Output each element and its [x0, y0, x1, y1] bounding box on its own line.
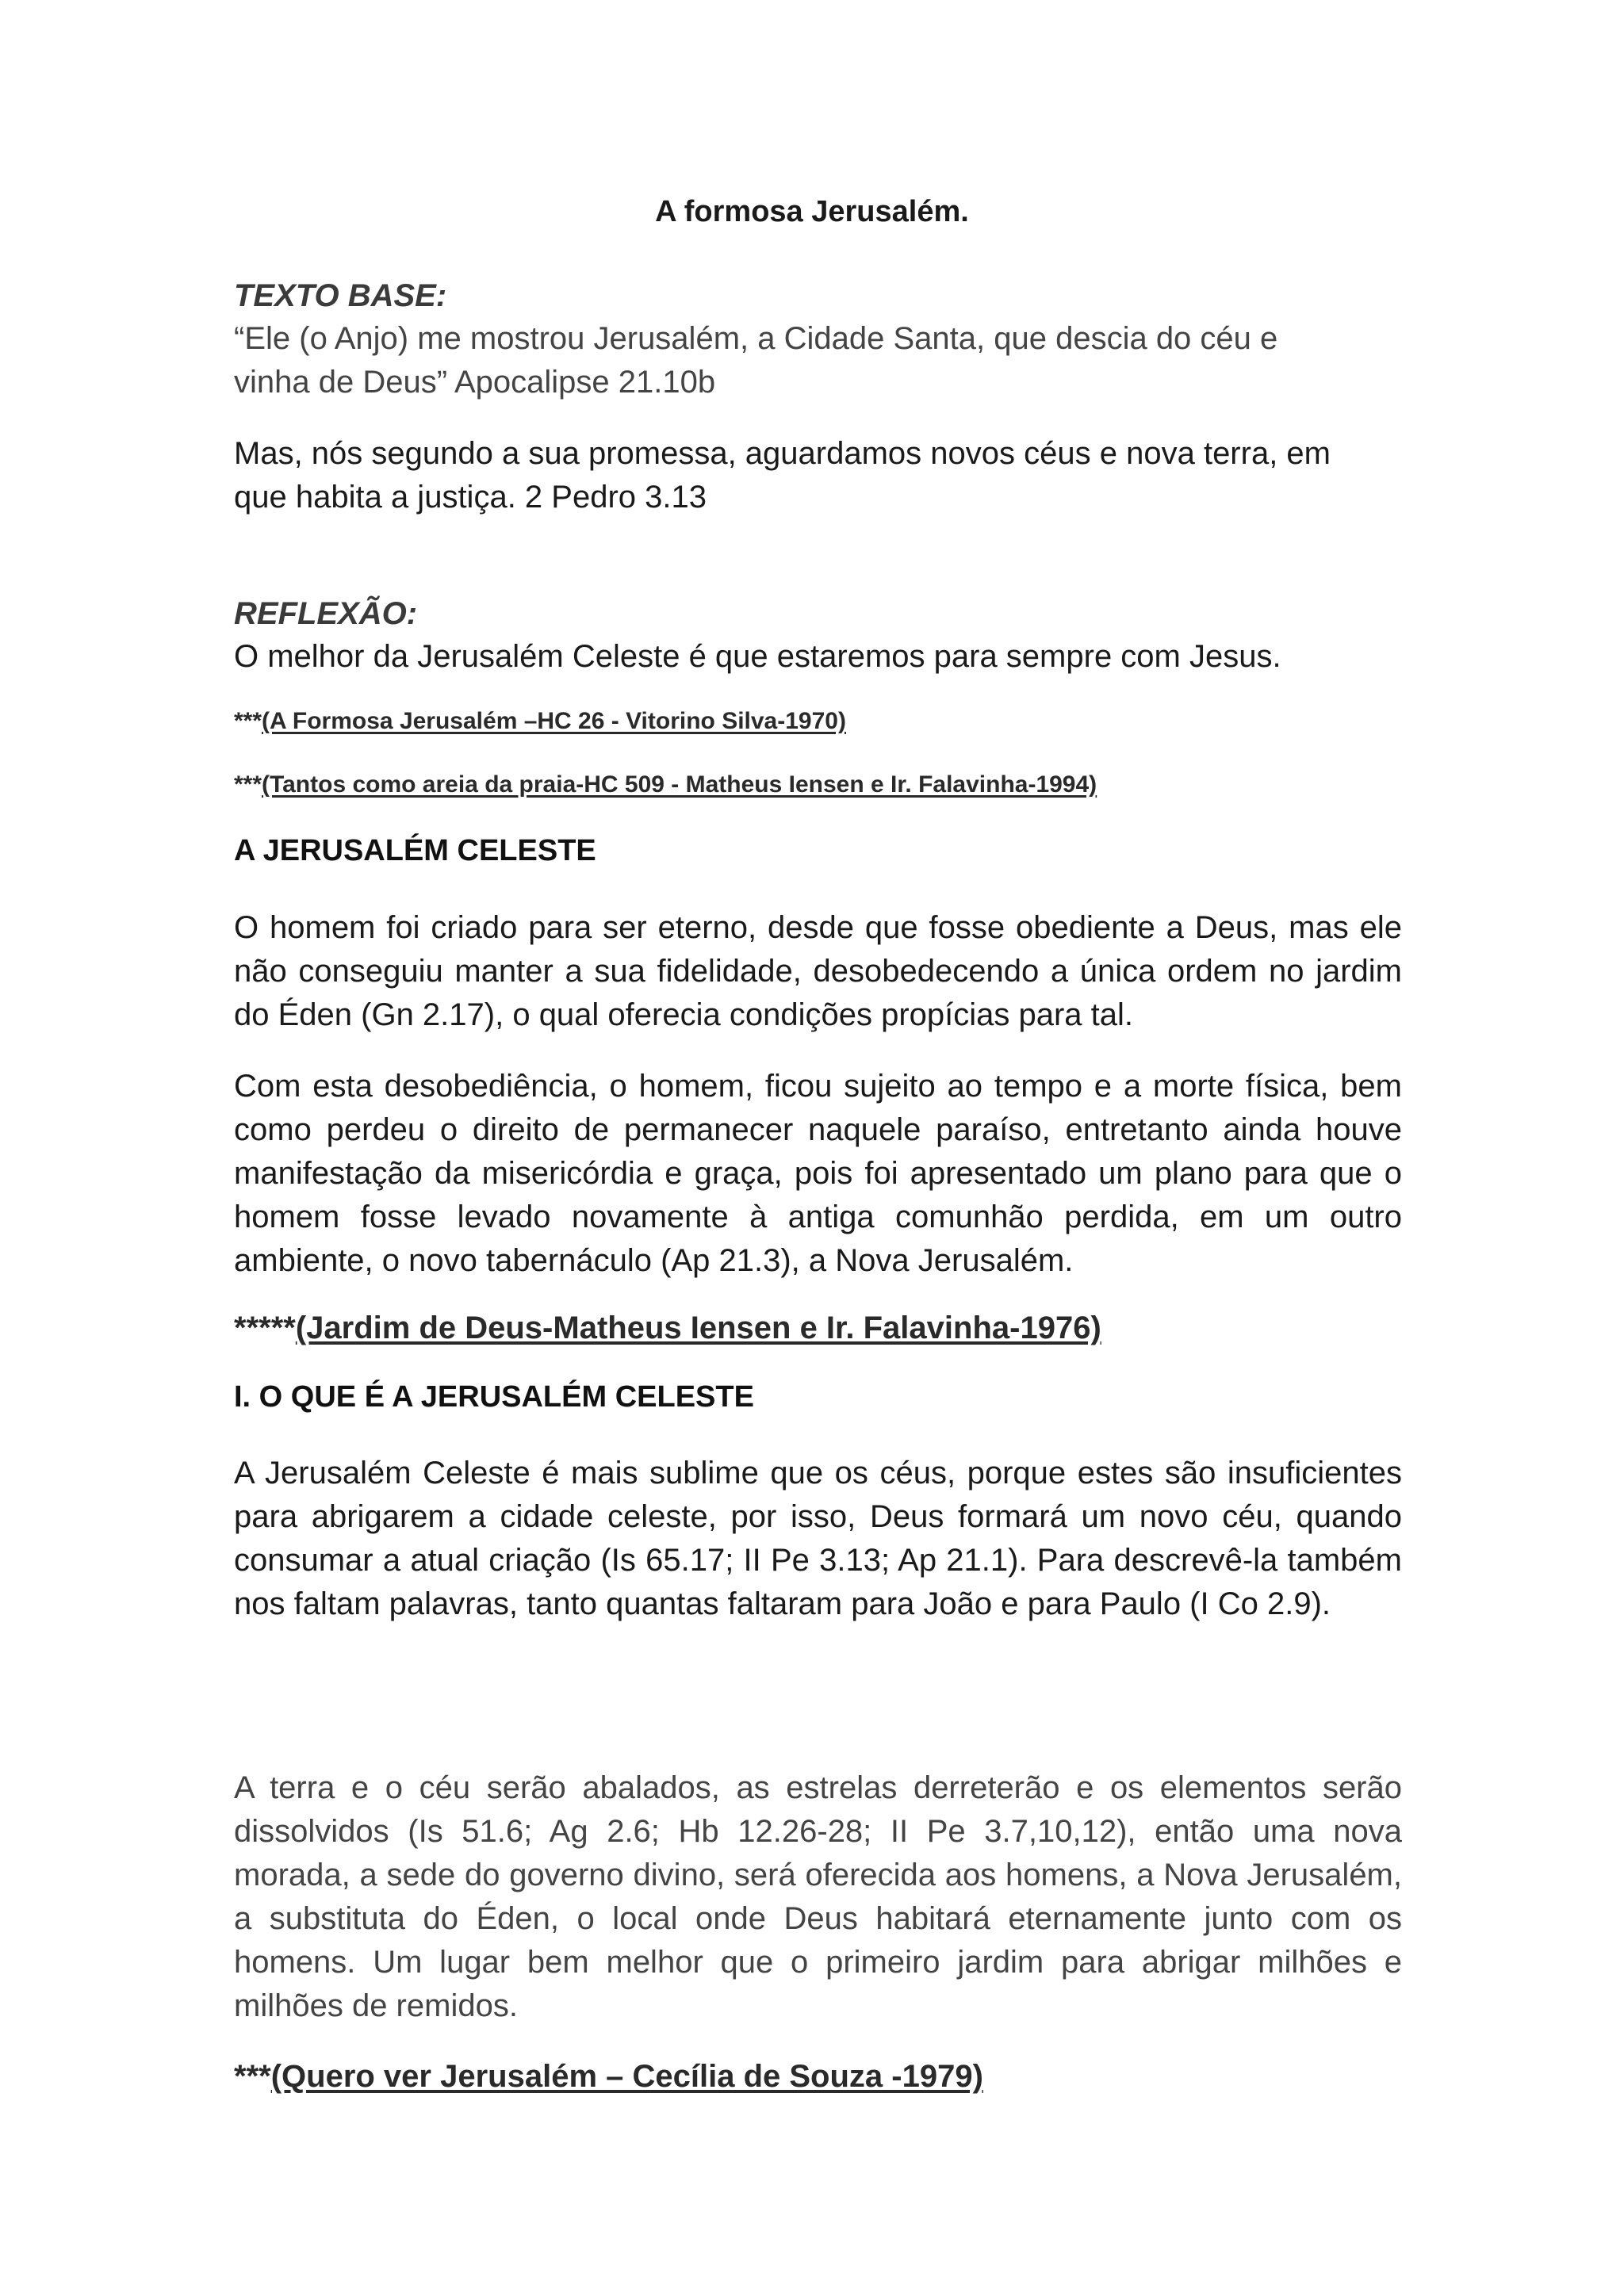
texto-base-label: TEXTO BASE: — [234, 278, 447, 313]
hymn-reference-prefix: *** — [234, 771, 262, 798]
texto-base-quote: “Ele (o Anjo) me mostrou Jerusalém, a Cidade Santa, que descia do céu e vinha de Deus” Apocalipse 21.10b — [234, 321, 1278, 400]
hymn-reference — [234, 1307, 1402, 1349]
hymn-reference — [234, 769, 1402, 801]
hymn-reference-title: (Jardim de Deus-Matheus Iensen e Ir. Falavinha-1976) — [295, 1311, 1101, 1345]
section-heading-jerusalem-celeste: A JERUSALÉM CELESTE — [234, 834, 596, 867]
hymn-reference-title: (A Formosa Jerusalém –HC 26 - Vitorino Silva-1970) — [262, 708, 846, 734]
texto-base-verse: Mas, nós segundo a sua promessa, aguardamos novos céus e nova terra, em que habita a justiça. 2 Pedro 3.13 — [234, 436, 1331, 515]
document-title: A formosa Jerusalém. — [655, 195, 969, 228]
section2-paragraph-1: A Jerusalém Celeste é mais sublime que os céus, porque estes são insuficientes para abrigarem a cidade celeste, por isso, Deus formará um novo céu, quando consumar a atual criação (Is 65.17; II Pe 3.13; Ap 21.1). Para descrevê-la também nos faltam palavras, tanto quantas faltaram para João e para Paulo (I Co 2.9). — [234, 1456, 1402, 1621]
hymn-reference-title: (Tantos como areia da praia-HC 509 - Matheus Iensen e Ir. Falavinha-1994) — [262, 771, 1097, 798]
hymn-reference-prefix: *** — [234, 708, 262, 734]
section1-paragraph-1: O homem foi criado para ser eterno, desde que fosse obediente a Deus, mas ele não conseguiu manter a sua fidelidade, desobedecendo a única ordem no jardim do Éden (Gn 2.17), o qual oferecia condições propícias para tal. — [234, 910, 1402, 1032]
hymn-reference-title: (Quero ver Jerusalém – Cecília de Souza -1979) — [270, 2059, 983, 2094]
section-heading-o-que-e: I. O QUE É A JERUSALÉM CELESTE — [234, 1380, 754, 1414]
reflexao-label: REFLEXÃO: — [234, 596, 418, 631]
hymn-reference-prefix: ***** — [234, 1311, 296, 1345]
hymn-reference-prefix: *** — [234, 2059, 271, 2094]
section2-paragraph-2: A terra e o céu serão abalados, as estrelas derreterão e os elementos serão dissolvidos (Is 51.6; Ag 2.6; Hb 12.26-28; II Pe 3.7,10,12), então uma nova morada, a sede do governo divino, será oferecida aos homens, a Nova Jerusalém, a substituta do Éden, o local onde Deus habitará eternamente junto com os homens. Um lugar bem melhor que o primeiro jardim para abrigar milhões e milhões de remidos. — [234, 1770, 1402, 2023]
reflexao-text: O melhor da Jerusalém Celeste é que estaremos para sempre com Jesus. — [234, 639, 1281, 674]
hymn-reference — [234, 706, 1402, 737]
section1-paragraph-2: Com esta desobediência, o homem, ficou sujeito ao tempo e a morte física, bem como perdeu o direito de permanecer naquele paraíso, entretanto ainda houve manifestação da misericórdia e graça, pois foi apresentado um plano para que o homem fosse levado novamente à antiga comunhão perdida, em um outro ambiente, o novo tabernáculo (Ap 21.3), a Nova Jerusalém. — [234, 1069, 1402, 1278]
hymn-reference — [234, 2055, 1402, 2098]
